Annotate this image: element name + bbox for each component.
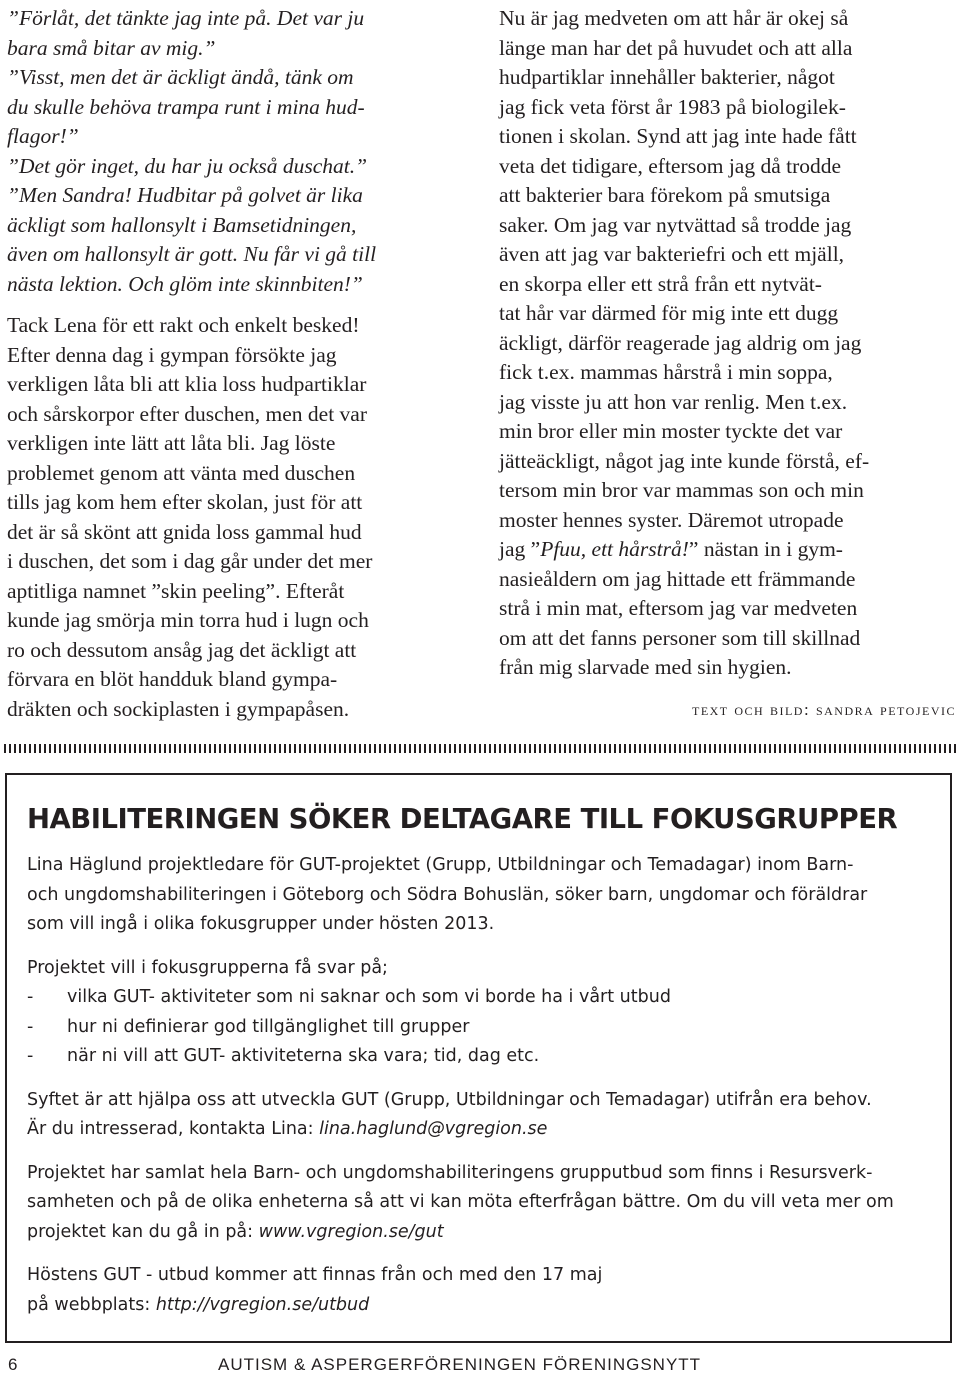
autumn-line: Höstens GUT - utbud kommer att finnas från och med den 17 maj [27, 1265, 603, 1285]
text-line: moster hennes syster. Däremot utropade [499, 507, 844, 532]
text-line: veta det tidigare, eftersom jag då trodde [499, 153, 842, 178]
text-line: kunde jag smörja min torra hud i lugn och [7, 608, 369, 632]
question-list [27, 983, 932, 1072]
text-line: ”Det gör inget, du har ju också duschat.” [7, 153, 368, 178]
list-item-text: när ni vill att GUT- aktiviteterna ska vara; tid, dag etc. [67, 1046, 540, 1066]
notice-intro [27, 851, 932, 940]
text-line: saker. Om jag var nytvättad så trodde jag [499, 212, 852, 237]
text-line: ro och dessutom ansåg jag det äckligt att [7, 637, 357, 662]
contact-prefix: Är du intresserad, kontakta Lina: [27, 1119, 320, 1139]
text-line: även om hallonsylt är gott. Nu får vi gå till [7, 242, 377, 266]
text-line: förvara en blöt handduk bland gympa- [7, 667, 338, 691]
notice-heading: HABILITERINGEN SÖKER DELTAGARE TILL FOKUSGRUPPER [27, 803, 898, 835]
text-line [499, 535, 954, 565]
text-line: länge man har det på huvudet och att alla [499, 35, 853, 60]
article-left-column [7, 4, 469, 724]
text-line: bara små bitar av mig.” [7, 35, 216, 60]
list-item-text: hur ni definierar god tillgänglighet till grupper [67, 1016, 470, 1037]
text-line: ”Visst, men det är äckligt ändå, tänk om [7, 65, 354, 89]
dash-marker: - [27, 1046, 34, 1066]
gathered-line: samheten och på de olika enheterna så att vi kan möta efterfrågan bättre. Om du vill veta mer om [27, 1192, 894, 1212]
notice-box [5, 773, 952, 1343]
text-line: även att jag var bakteriefri och ett mjäll, [499, 242, 845, 266]
text-line: min bror eller min moster tyckte det var [499, 419, 843, 443]
text-line: aptitliga namnet ”skin peeling”. Efteråt [7, 578, 345, 603]
text-line: tills jag kom hem efter skolan, just för att [7, 490, 363, 514]
text-line: fick t.ex. mammas hårstrå i min soppa, [499, 360, 833, 384]
list-item-text: vilka GUT- aktiviteter som ni saknar och som vi borde ha i vårt utbud [67, 987, 671, 1007]
web-prefix: på webbplats: [27, 1294, 156, 1315]
text-line: ”Men Sandra! Hudbitar på golvet är lika [7, 183, 363, 207]
text-line: Efter denna dag i gympan försökte jag [7, 342, 337, 367]
section-divider [4, 744, 956, 753]
quote-segment: Pfuu, ett hårstrå! [540, 537, 689, 561]
publication-name: AUTISM & ASPERGERFÖRENINGEN FÖRENINGSNYTT [218, 1355, 702, 1374]
text-line: att bakterier bara förekom på smutsiga [499, 183, 831, 207]
text-line: Tack Lena för ett rakt och enkelt besked! [7, 313, 360, 337]
purpose-paragraph [27, 1086, 932, 1145]
text-line: äckligt som hallonsylt i Bamsetidningen, [7, 212, 357, 237]
text-line: en skorpa eller ett strå från ett nytvät- [499, 271, 822, 296]
text-line: i duschen, det som i dag går under det mer [7, 549, 373, 573]
text-line: från mig slarvade med sin hygien. [499, 655, 792, 679]
text-line: jag visste ju att hon var renlig. Men t.ex. [499, 389, 848, 414]
text-line: du skulle behöva trampa runt i mina hud- [7, 94, 365, 119]
text-line: nasieåldern om jag hittade ett främmande [499, 566, 856, 591]
text-line: verkligen låta bli att klia loss hudpartiklar [7, 372, 367, 396]
text-line: Nu är jag medveten om att hår är okej så [499, 6, 849, 30]
text-line: jätteäckligt, något jag inte kunde förstå, ef- [499, 448, 870, 473]
text-line: nästa lektion. Och glöm inte skinnbiten!” [7, 271, 363, 296]
text-line: tat hår var därmed för mig inte ett dugg [499, 301, 839, 325]
gathered-line: Projektet har samlat hela Barn- och ungdomshabiliteringens grupputbud som finns i Resursverk- [27, 1162, 873, 1183]
list-item [27, 1042, 932, 1072]
text-line: det är så skönt att gnida loss gammal hud [7, 519, 362, 544]
text-line: ”Förlåt, det tänkte jag inte på. Det var ju [7, 6, 365, 30]
dash-marker: - [27, 987, 34, 1007]
page-footer [0, 1355, 960, 1375]
text-line: äckligt, därför reagerade jag aldrig om jag [499, 330, 862, 355]
text-line: flagor!” [7, 124, 79, 148]
article-right-column [499, 4, 954, 683]
notice-intro-line: som vill ingå i olika fokusgrupper under hösten 2013. [27, 914, 495, 934]
text-line: hudpartiklar innehåller bakterier, något [499, 65, 835, 89]
question-list-intro: Projektet vill i fokusgrupperna få svar på; [27, 957, 388, 978]
text-line: problemet genom att vänta med duschen [7, 460, 356, 485]
page-number: 6 [8, 1355, 19, 1374]
autumn-paragraph [27, 1261, 932, 1320]
utbud-website-link[interactable]: http://vgregion.se/utbud [155, 1294, 370, 1315]
notice-intro-line: Lina Häglund projektledare för GUT-projektet (Grupp, Utbildningar och Temadagar) inom Barn- [27, 855, 854, 875]
contact-email-link[interactable]: lina.haglund@vgregion.se [319, 1119, 548, 1139]
text-line: strå i min mat, eftersom jag var medveten [499, 596, 858, 620]
text-line: verkligen inte lätt att låta bli. Jag löste [7, 431, 336, 455]
text-line: och sårskorpor efter duschen, men det var [7, 401, 367, 426]
notice-intro-line: och ungdomshabiliteringen i Göteborg och Södra Bohuslän, söker barn, ungdomar och föräldrar [27, 884, 868, 905]
gathered-prefix: projektet kan du gå in på: [27, 1221, 259, 1242]
text-line: tersom min bror var mammas son och min [499, 478, 864, 502]
dash-marker: - [27, 1016, 34, 1037]
list-item [27, 1013, 932, 1043]
purpose-line: Syftet är att hjälpa oss att utveckla GUT (Grupp, Utbildningar och Temadagar) utifrån era behov. [27, 1089, 872, 1110]
text-line: tionen i skolan. Synd att jag inte hade fått [499, 124, 857, 148]
text-line: jag fick veta först år 1983 på biologilek- [499, 94, 846, 119]
list-item [27, 983, 932, 1013]
gut-website-link[interactable]: www.vgregion.se/gut [258, 1221, 444, 1242]
quote-segment: jag ” [499, 537, 541, 561]
paragraph-gap [7, 299, 469, 311]
gathered-paragraph [27, 1159, 932, 1248]
text-line: dräkten och sockiplasten i gympapåsen. [7, 696, 350, 721]
quote-segment: ” nästan in i gym- [688, 537, 843, 561]
text-line: om att det fanns personer som till skillnad [499, 625, 861, 650]
article-byline: text och bild: sandra petojevic [691, 700, 956, 719]
